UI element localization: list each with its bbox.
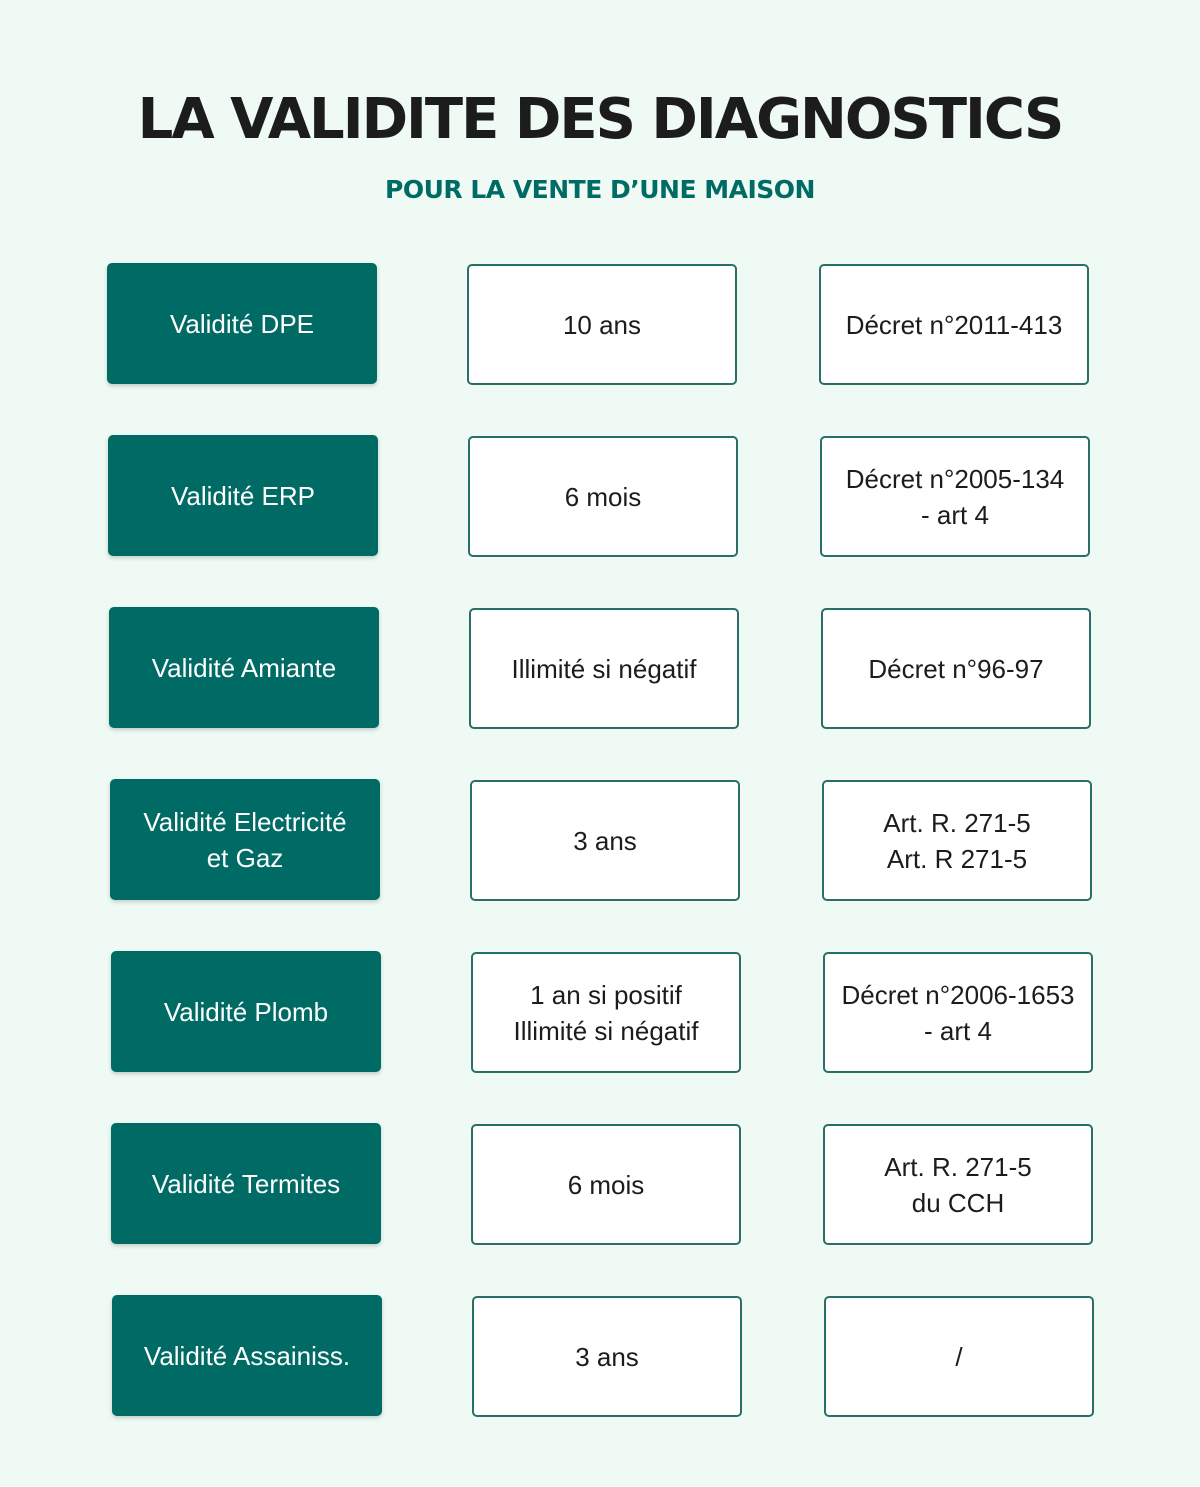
duration-text: Illimité si négatif xyxy=(511,653,697,684)
reference-text: / xyxy=(955,1341,963,1372)
row-duration-dpe xyxy=(467,264,737,385)
duration-text: 6 mois xyxy=(567,1169,645,1200)
label-text: Validité ERP xyxy=(170,480,316,511)
row-duration-plomb xyxy=(471,952,741,1073)
label-text: Validité Amiante xyxy=(151,652,337,683)
duration-text: 10 ans xyxy=(562,309,642,340)
row-duration-electricite-gaz xyxy=(470,780,740,901)
row-duration-erp xyxy=(468,436,738,557)
label-text: Validité DPE xyxy=(169,308,315,339)
label-text: Validité Assainiss. xyxy=(143,1340,351,1371)
row-reference-dpe xyxy=(819,264,1089,385)
duration-text: 6 mois xyxy=(564,481,642,512)
row-label-amiante xyxy=(109,607,379,728)
reference-text: Art. R. 271-5 Art. R 271-5 xyxy=(883,807,1031,874)
label-text: Validité Plomb xyxy=(163,996,329,1027)
duration-text: 3 ans xyxy=(573,825,637,856)
reference-text: Décret n°96-97 xyxy=(868,653,1044,684)
label-text: Validité Termites xyxy=(151,1168,341,1199)
row-label-dpe xyxy=(107,263,377,384)
row-reference-electricite-gaz xyxy=(822,780,1092,901)
row-label-termites xyxy=(111,1123,381,1244)
row-reference-erp xyxy=(820,436,1090,557)
row-label-erp xyxy=(108,435,378,556)
reference-text: Décret n°2005-134 - art 4 xyxy=(845,463,1065,530)
reference-text: Art. R. 271-5 du CCH xyxy=(884,1151,1032,1218)
row-duration-assainissement xyxy=(472,1296,742,1417)
row-reference-amiante xyxy=(821,608,1091,729)
reference-text: Décret n°2006-1653 - art 4 xyxy=(841,979,1075,1046)
row-duration-termites xyxy=(471,1124,741,1245)
row-reference-termites xyxy=(823,1124,1093,1245)
row-label-plomb xyxy=(111,951,381,1072)
page-subtitle: POUR LA VENTE D’UNE MAISON xyxy=(385,175,815,204)
row-duration-amiante xyxy=(469,608,739,729)
row-label-electricite-gaz xyxy=(110,779,380,900)
duration-text: 3 ans xyxy=(575,1341,639,1372)
label-text: Validité Electricité et Gaz xyxy=(143,806,347,873)
row-reference-plomb xyxy=(823,952,1093,1073)
reference-text: Décret n°2011-413 xyxy=(845,309,1063,340)
duration-text: 1 an si positif Illimité si négatif xyxy=(513,979,699,1046)
page-title: LA VALIDITE DES DIAGNOSTICS xyxy=(137,87,1063,152)
row-reference-assainissement xyxy=(824,1296,1094,1417)
row-label-assainissement xyxy=(112,1295,382,1416)
